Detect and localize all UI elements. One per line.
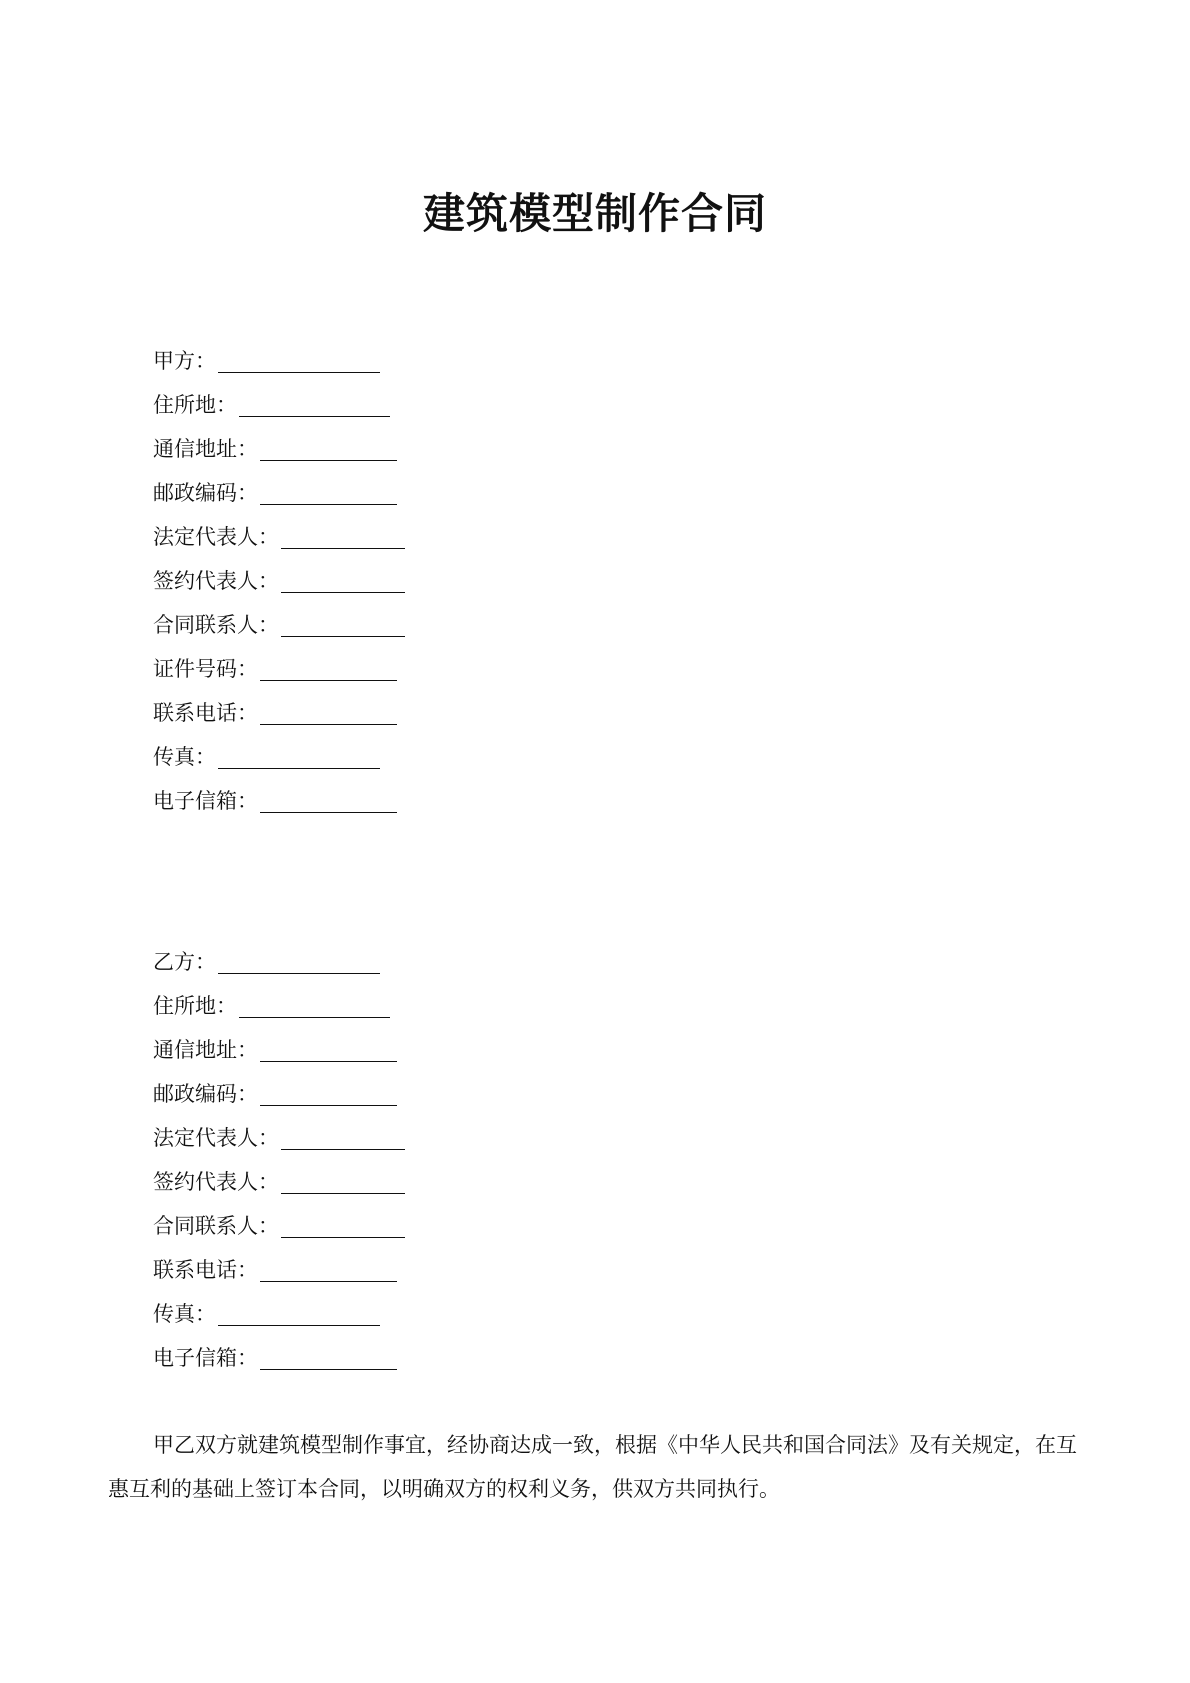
field-label: 证件号码 (153, 657, 237, 681)
party-b-mailing-address-field (153, 1027, 753, 1071)
fill-in-blank[interactable] (260, 1347, 397, 1370)
field-colon: ： (258, 525, 279, 549)
fill-in-blank[interactable] (218, 746, 380, 769)
field-label: 合同联系人 (153, 613, 258, 637)
intro-paragraph: 甲乙双方就建筑模型制作事宜，经协商达成一致，根据《中华人民共和国合同法》及有关规定，在互惠互利的基础上签订本合同，以明确双方的权利义务，供双方共同执行。 (108, 1433, 1077, 1501)
field-label: 邮政编码 (153, 481, 237, 505)
field-colon: ： (237, 789, 258, 813)
party-b-email-field (153, 1335, 753, 1379)
field-colon: ： (258, 1214, 279, 1238)
party-b-fax-field (153, 1291, 753, 1335)
party-a-signing-representative-field (153, 558, 753, 602)
fill-in-blank[interactable] (260, 1039, 397, 1062)
fill-in-blank[interactable] (281, 1171, 405, 1194)
field-colon: ： (195, 745, 216, 769)
field-label: 住所地 (153, 393, 216, 417)
field-label: 合同联系人 (153, 1214, 258, 1238)
field-colon: ： (237, 701, 258, 725)
fill-in-blank[interactable] (239, 995, 390, 1018)
fill-in-blank[interactable] (218, 951, 380, 974)
party-a-id-number-field (153, 646, 753, 690)
fill-in-blank[interactable] (281, 570, 405, 593)
field-label: 传真 (153, 745, 195, 769)
field-label: 邮政编码 (153, 1082, 237, 1106)
field-colon: ： (258, 569, 279, 593)
field-colon: ： (195, 1302, 216, 1326)
field-colon: ： (237, 657, 258, 681)
fill-in-blank[interactable] (260, 438, 397, 461)
field-colon: ： (237, 1038, 258, 1062)
field-label: 传真 (153, 1302, 195, 1326)
field-colon: ： (195, 950, 216, 974)
field-colon: ： (237, 1346, 258, 1370)
fill-in-blank[interactable] (281, 1215, 405, 1238)
fill-in-blank[interactable] (260, 790, 397, 813)
field-label: 联系电话 (153, 701, 237, 725)
fill-in-blank[interactable] (260, 658, 397, 681)
party-b-legal-representative-field (153, 1115, 753, 1159)
field-label: 电子信箱 (153, 789, 237, 813)
party-a-name-field (153, 338, 753, 382)
field-label: 签约代表人 (153, 1170, 258, 1194)
field-colon: ： (237, 1082, 258, 1106)
field-label: 签约代表人 (153, 569, 258, 593)
field-colon: ： (237, 1258, 258, 1282)
party-b-domicile-field (153, 983, 753, 1027)
field-colon: ： (258, 613, 279, 637)
party-a-section (153, 338, 753, 822)
fill-in-blank[interactable] (260, 1259, 397, 1282)
fill-in-blank[interactable] (260, 1083, 397, 1106)
fill-in-blank[interactable] (218, 350, 380, 373)
party-a-phone-field (153, 690, 753, 734)
field-label: 法定代表人 (153, 525, 258, 549)
field-label: 乙方 (153, 950, 195, 974)
fill-in-blank[interactable] (281, 614, 405, 637)
field-label: 甲方 (153, 349, 195, 373)
party-a-legal-representative-field (153, 514, 753, 558)
party-a-mailing-address-field (153, 426, 753, 470)
fill-in-blank[interactable] (281, 526, 405, 549)
fill-in-blank[interactable] (281, 1127, 405, 1150)
party-b-phone-field (153, 1247, 753, 1291)
party-b-contract-contact-field (153, 1203, 753, 1247)
field-colon: ： (258, 1126, 279, 1150)
party-a-email-field (153, 778, 753, 822)
party-b-postal-code-field (153, 1071, 753, 1115)
fill-in-blank[interactable] (260, 702, 397, 725)
field-colon: ： (258, 1170, 279, 1194)
field-colon: ： (216, 994, 237, 1018)
field-colon: ： (216, 393, 237, 417)
fill-in-blank[interactable] (239, 394, 390, 417)
field-label: 联系电话 (153, 1258, 237, 1282)
party-a-fax-field (153, 734, 753, 778)
field-colon: ： (237, 437, 258, 461)
field-label: 法定代表人 (153, 1126, 258, 1150)
party-a-contract-contact-field (153, 602, 753, 646)
field-label: 电子信箱 (153, 1346, 237, 1370)
party-b-signing-representative-field (153, 1159, 753, 1203)
party-a-postal-code-field (153, 470, 753, 514)
field-label: 通信地址 (153, 1038, 237, 1062)
document-title: 建筑模型制作合同 (422, 189, 767, 238)
fill-in-blank[interactable] (218, 1303, 380, 1326)
field-label: 住所地 (153, 994, 216, 1018)
fill-in-blank[interactable] (260, 482, 397, 505)
field-colon: ： (237, 481, 258, 505)
party-b-name-field (153, 939, 753, 983)
field-label: 通信地址 (153, 437, 237, 461)
party-b-section (153, 939, 753, 1379)
party-a-domicile-field (153, 382, 753, 426)
field-colon: ： (195, 349, 216, 373)
